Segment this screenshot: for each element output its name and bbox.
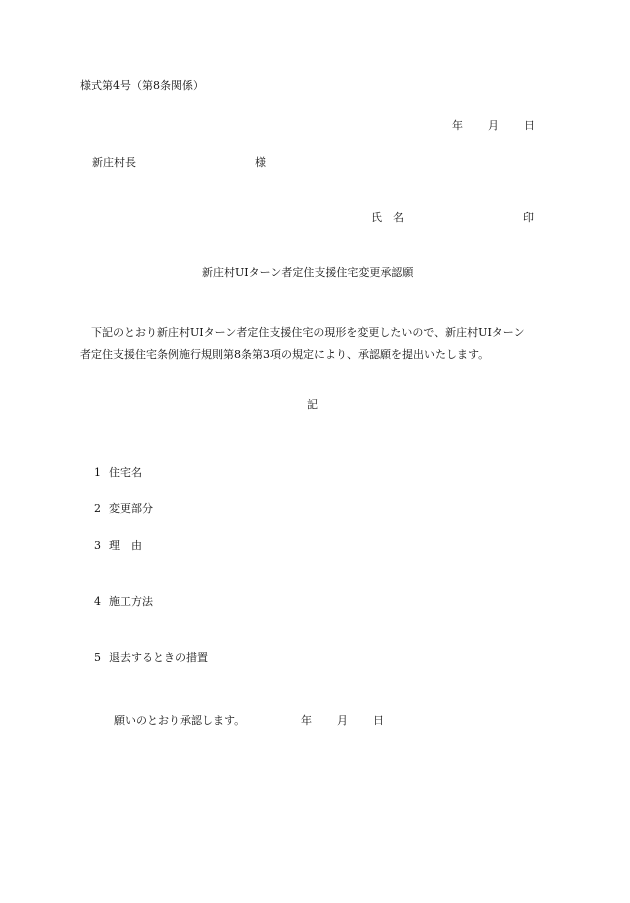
item-number: 1: [94, 466, 101, 479]
form-number: 様式第4号（第8条関係）: [80, 79, 204, 92]
approval-day-label: 日: [373, 714, 384, 727]
approval-year-label: 年: [301, 714, 312, 727]
date-day-label: 日: [524, 119, 535, 132]
item-label: 住宅名: [109, 466, 142, 479]
list-item: [80, 529, 142, 562]
list-item: [80, 585, 153, 618]
body-line-1: 下記のとおり新庄村UIターン者定住支援住宅の現形を変更したいので、新庄村UIターン: [91, 326, 525, 339]
date-month-label: 月: [488, 119, 499, 132]
item-number: 3: [94, 539, 101, 552]
addressee-name: 新庄村長: [92, 156, 136, 169]
item-label: 理 由: [109, 539, 142, 552]
seal-mark: 印: [523, 211, 534, 224]
approval-month-label: 月: [337, 714, 348, 727]
body-paragraph: [80, 322, 550, 366]
list-item: [80, 492, 153, 525]
document-title: 新庄村UIターン者定住支援住宅変更承認願: [202, 266, 414, 279]
body-line-2: 者定住支援住宅条例施行規則第8条第3項の規定により、承認願を提出いたします。: [80, 348, 490, 361]
addressee-honorific: 様: [255, 156, 266, 169]
approval-text: 願いのとおり承認します。: [114, 714, 246, 727]
item-label: 退去するときの措置: [109, 651, 208, 664]
item-label: 変更部分: [109, 502, 153, 515]
item-number: 4: [94, 595, 101, 608]
ki-heading: 記: [307, 398, 318, 411]
applicant-name-label: 氏 名: [371, 211, 404, 224]
item-number: 2: [94, 502, 101, 515]
date-year-label: 年: [452, 119, 463, 132]
list-item: [80, 641, 208, 674]
item-number: 5: [94, 651, 101, 664]
list-item: [80, 456, 142, 489]
item-label: 施工方法: [109, 595, 153, 608]
